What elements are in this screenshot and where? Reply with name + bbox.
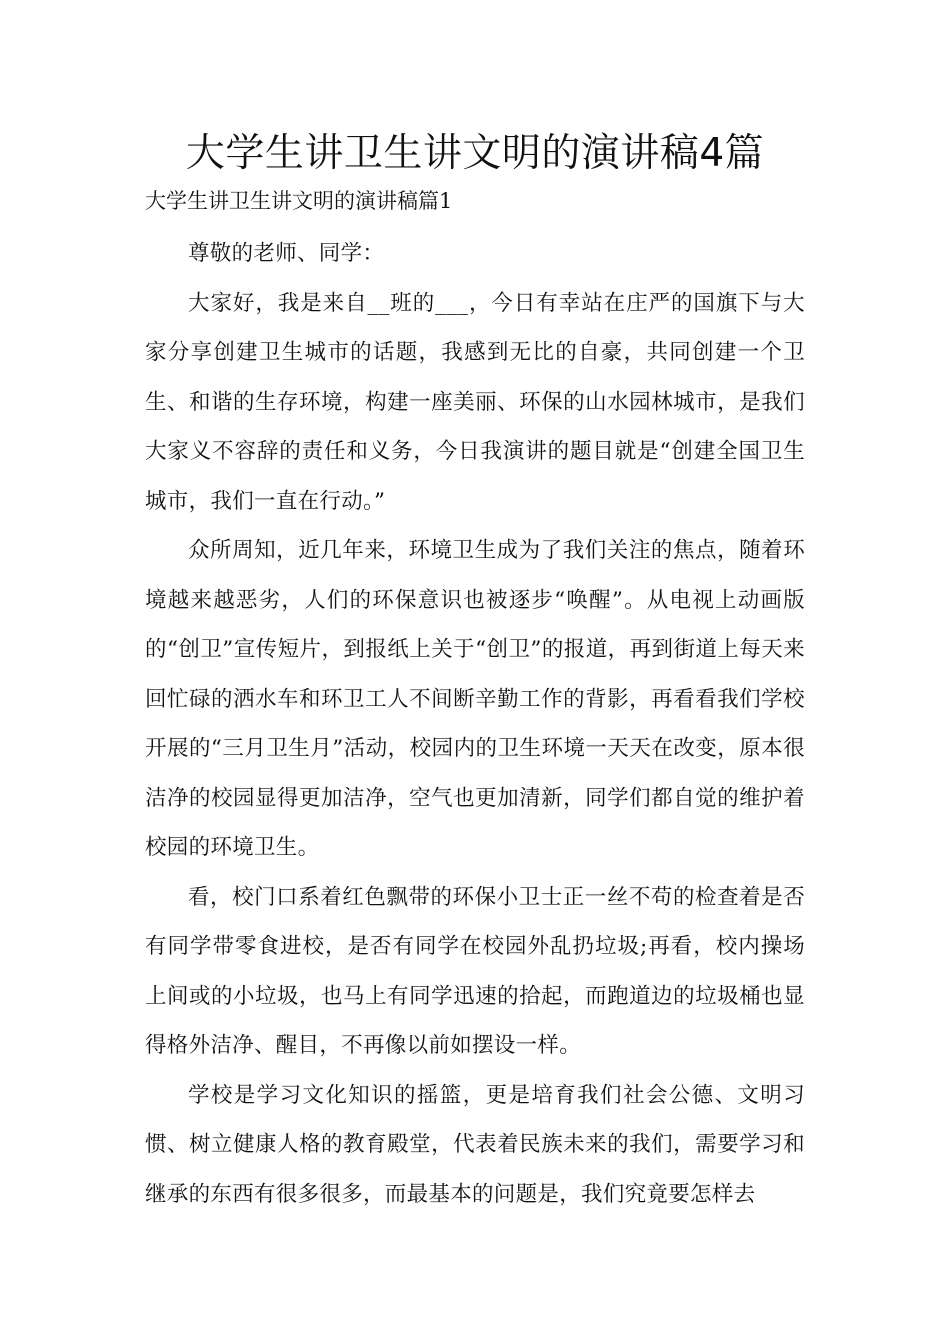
section-heading: 大学生讲卫生讲文明的演讲稿篇1 xyxy=(145,189,453,213)
document-body xyxy=(145,229,805,1219)
paragraph-greeting: 尊敬的老师、同学： xyxy=(188,241,385,266)
paragraph-introduction: 大家好，我是来自__班的___，今日有幸站在庄严的国旗下与大家分享创建卫生城市的话题，我感到无比的自豪，共同创建一个卫生、和谐的生存环境，构建一座美丽、环保的山水园林城市，是我们大家义不容辞的责任和义务，今日我演讲的题目就是“创建全国卫生城市，我们一直在行动。” xyxy=(145,290,805,514)
paragraph-environment: 众所周知，近几年来，环境卫生成为了我们关注的焦点，随着环境越来越恶劣，人们的环保意识也被逐步“唤醒”。从电视上动画版的“创卫”宣传短片，到报纸上关于“创卫”的报道，再到街道上每天来回忙碌的洒水车和环卫工人不间断辛勤工作的背影，再看看我们学校开展的“三月卫生月”活动，校园内的卫生环境一天天在改变，原本很洁净的校园显得更加洁净，空气也更加清新，同学们都自觉的维护着校园的环境卫生。 xyxy=(145,538,805,860)
paragraph-campus: 看，校门口系着红色飘带的环保小卫士正一丝不苟的检查着是否有同学带零食进校，是否有同学在校园外乱扔垃圾;再看，校内操场上间或的小垃圾，也马上有同学迅速的拾起，而跑道边的垃圾桶也显得格外洁净、醒目，不再像以前如摆设一样。 xyxy=(145,884,805,1058)
paragraph-school: 学校是学习文化知识的摇篮，更是培育我们社会公德、文明习惯、树立健康人格的教育殿堂，代表着民族未来的我们，需要学习和继承的东西有很多很多，而最基本的问题是，我们究竟要怎样去 xyxy=(145,1082,805,1207)
document-title: 大学生讲卫生讲文明的演讲稿4篇 xyxy=(185,131,765,176)
